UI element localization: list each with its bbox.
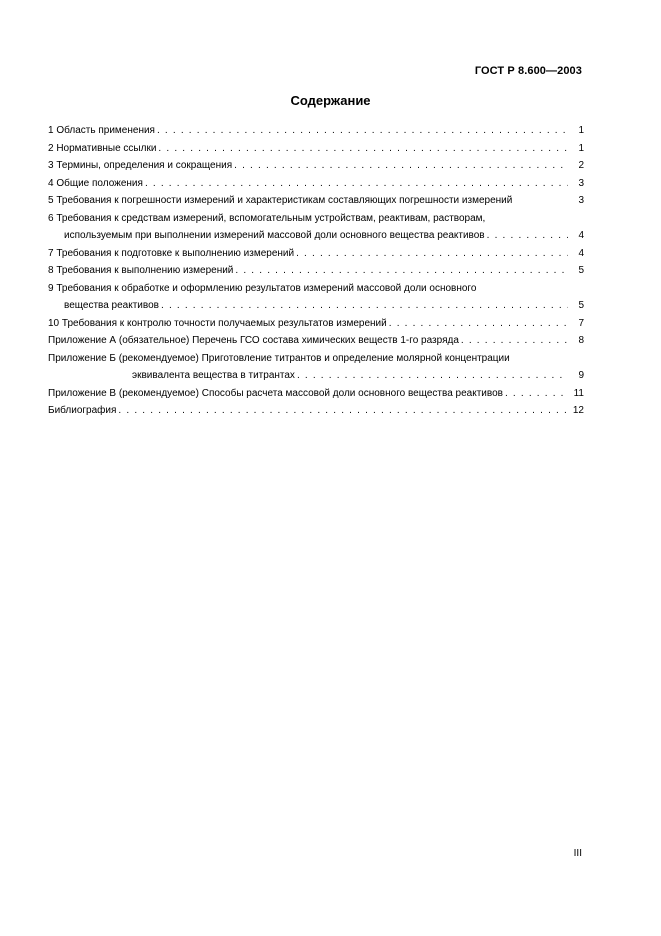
dot-leader bbox=[158, 140, 568, 158]
toc-entry[interactable] bbox=[48, 122, 584, 140]
dot-leader bbox=[296, 245, 568, 263]
toc-entry-text-continued: используемым при выполнении измерений массовой доли основного вещества реактивов bbox=[64, 230, 485, 241]
toc-entry-text: 3 Термины, определения и сокращения bbox=[48, 160, 233, 171]
table-of-contents bbox=[48, 122, 584, 420]
dot-leader bbox=[118, 402, 568, 420]
toc-page-number: 5 bbox=[578, 300, 584, 311]
dot-leader bbox=[389, 315, 568, 333]
toc-page-number: 8 bbox=[578, 335, 584, 346]
toc-entry-text: 2 Нормативные ссылки bbox=[48, 142, 157, 154]
dot-leader bbox=[145, 175, 568, 193]
page-number: III bbox=[573, 848, 582, 859]
toc-page-number: 1 bbox=[578, 142, 584, 154]
toc-entry-text: 9 Требования к обработке и оформлению результатов измерений массовой доли основного bbox=[48, 282, 477, 294]
toc-title: Содержание bbox=[290, 93, 371, 108]
toc-entry-text: 1 Область применения bbox=[48, 125, 155, 136]
toc-entry-text: 7 Требования к подготовке к выполнению измерений bbox=[48, 247, 295, 259]
toc-entry-text: Приложение В (рекомендуемое) Способы расчета массовой доли основного вещества реактивов bbox=[48, 387, 503, 399]
toc-page-number: 9 bbox=[578, 370, 584, 381]
toc-entry[interactable] bbox=[48, 315, 584, 333]
toc-page-number: 3 bbox=[578, 195, 584, 206]
toc-page-number: 1 bbox=[578, 125, 584, 136]
toc-page-number: 7 bbox=[578, 317, 584, 329]
toc-page-number: 4 bbox=[578, 247, 584, 259]
dot-leader bbox=[487, 227, 568, 245]
toc-entry-text: 4 Общие положения bbox=[48, 177, 143, 189]
toc-page-number: 3 bbox=[578, 177, 584, 189]
dot-leader bbox=[157, 122, 568, 140]
toc-entry[interactable] bbox=[48, 262, 584, 280]
toc-entry-text-continued: эквивалента вещества в титрантах bbox=[132, 370, 295, 381]
toc-entry[interactable] bbox=[48, 140, 584, 158]
toc-entry[interactable] bbox=[48, 175, 584, 193]
dot-leader bbox=[461, 332, 568, 350]
toc-entry[interactable] bbox=[48, 157, 584, 175]
toc-entry-text-continued: вещества реактивов bbox=[64, 300, 159, 311]
toc-page-number: 5 bbox=[578, 265, 584, 276]
toc-entry[interactable] bbox=[48, 385, 584, 403]
toc-entry[interactable] bbox=[48, 245, 584, 263]
dot-leader bbox=[161, 297, 568, 315]
dot-leader bbox=[235, 262, 568, 280]
toc-entry-text: Приложение А (обязательное) Перечень ГСО состава химических веществ 1-го разряда bbox=[48, 335, 459, 346]
toc-page-number: 2 bbox=[578, 160, 584, 171]
toc-page-number: 4 bbox=[578, 230, 584, 241]
toc-entry-text: 5 Требования к погрешности измерений и характеристикам составляющих погрешности измерений bbox=[48, 195, 513, 206]
toc-entry[interactable] bbox=[48, 280, 584, 315]
toc-entry[interactable] bbox=[48, 332, 584, 350]
toc-entry-text: Приложение Б (рекомендуемое) Приготовление титрантов и определение молярной концентрации bbox=[48, 352, 510, 364]
toc-page-number: 11 bbox=[573, 387, 584, 399]
toc-entry[interactable] bbox=[48, 192, 584, 210]
dot-leader bbox=[505, 385, 568, 403]
toc-entry[interactable] bbox=[48, 402, 584, 420]
toc-entry-text: 8 Требования к выполнению измерений bbox=[48, 265, 234, 276]
toc-entry[interactable] bbox=[48, 210, 584, 245]
document-code: ГОСТ Р 8.600—2003 bbox=[474, 65, 582, 77]
toc-entry[interactable] bbox=[48, 350, 584, 385]
toc-entry-text: Библиография bbox=[48, 405, 117, 416]
dot-leader bbox=[297, 367, 568, 385]
dot-leader bbox=[234, 157, 568, 175]
toc-entry-text: 10 Требования к контролю точности получаемых результатов измерений bbox=[48, 317, 387, 329]
toc-entry-text: 6 Требования к средствам измерений, вспомогательным устройствам, реактивам, растворам, bbox=[48, 212, 486, 224]
toc-page-number: 12 bbox=[572, 405, 584, 416]
